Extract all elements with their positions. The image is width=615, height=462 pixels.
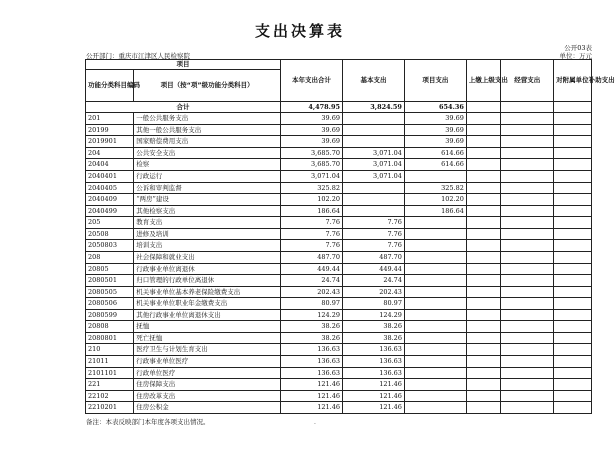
table-row [86, 402, 592, 414]
row-total: 39.69 [281, 113, 343, 125]
row-code: 2080599 [86, 309, 134, 321]
row-project [404, 379, 466, 391]
row-subsidy [554, 309, 592, 321]
row-name: 教育支出 [134, 217, 281, 229]
row-code: 2040401 [86, 171, 134, 183]
table-row [86, 228, 592, 240]
row-business [501, 263, 554, 275]
table-row [86, 379, 592, 391]
header-total: 本年支出合计 [281, 60, 343, 102]
row-project [404, 217, 466, 229]
row-code: 2101101 [86, 367, 134, 379]
table-row [86, 217, 592, 229]
total-row [86, 101, 592, 113]
row-subsidy [554, 194, 592, 206]
row-basic: 38.26 [343, 321, 405, 333]
row-upload [466, 251, 500, 263]
table-row [86, 113, 592, 125]
row-project: 186.64 [404, 205, 466, 217]
row-basic: 7.76 [343, 240, 405, 252]
row-business [501, 240, 554, 252]
row-name: 医疗卫生与计划生育支出 [134, 344, 281, 356]
total-business [501, 101, 554, 113]
row-upload [466, 298, 500, 310]
row-business [501, 217, 554, 229]
row-total: 39.69 [281, 124, 343, 136]
header-row-1 [86, 60, 592, 70]
row-subsidy [554, 298, 592, 310]
row-subsidy [554, 356, 592, 368]
row-subsidy [554, 113, 592, 125]
header-subsidy: 对附属单位补助支出 [554, 60, 592, 102]
row-code: 20805 [86, 263, 134, 275]
row-basic [343, 136, 405, 148]
row-basic: 124.29 [343, 309, 405, 321]
row-upload [466, 182, 500, 194]
expenditure-table [85, 59, 615, 414]
table-row [86, 275, 592, 287]
row-project [404, 228, 466, 240]
row-basic [343, 124, 405, 136]
row-project [404, 390, 466, 402]
row-project [404, 263, 466, 275]
row-basic: 3,071.04 [343, 171, 405, 183]
row-project: 39.69 [404, 113, 466, 125]
row-upload [466, 356, 500, 368]
row-name: 住房公积金 [134, 402, 281, 414]
row-business [501, 182, 554, 194]
row-name: 其他检察支出 [134, 205, 281, 217]
unit-label: 单位：万元 [559, 52, 592, 60]
row-name: 行政事业单位医疗 [134, 356, 281, 368]
table-row [86, 332, 592, 344]
row-upload [466, 147, 500, 159]
row-total: 487.70 [281, 251, 343, 263]
row-code: 20808 [86, 321, 134, 333]
row-upload [466, 379, 500, 391]
row-subsidy [554, 321, 592, 333]
row-subsidy [554, 240, 592, 252]
row-upload [466, 113, 500, 125]
row-upload [466, 205, 500, 217]
header-project: 项目 [86, 60, 281, 70]
row-subsidy [554, 147, 592, 159]
row-code: 221 [86, 379, 134, 391]
row-upload [466, 344, 500, 356]
row-project [404, 286, 466, 298]
total-upload [466, 101, 500, 113]
row-total: 38.26 [281, 332, 343, 344]
row-code: 2040405 [86, 182, 134, 194]
row-upload [466, 286, 500, 298]
row-project [404, 309, 466, 321]
row-code: 2080505 [86, 286, 134, 298]
row-name: “两房”建设 [134, 194, 281, 206]
row-name: 社会保障和就业支出 [134, 251, 281, 263]
row-basic: 80.97 [343, 298, 405, 310]
row-name: 进修及培训 [134, 228, 281, 240]
row-name: 行政单位医疗 [134, 367, 281, 379]
row-code: 2040409 [86, 194, 134, 206]
row-business [501, 251, 554, 263]
row-project [404, 298, 466, 310]
total-amount: 4,478.95 [281, 101, 343, 113]
row-basic: 136.63 [343, 367, 405, 379]
row-code: 2210201 [86, 402, 134, 414]
header-business: 经营支出 [501, 60, 554, 102]
row-total: 80.97 [281, 298, 343, 310]
row-project: 325.82 [404, 182, 466, 194]
row-business [501, 344, 554, 356]
row-total: 449.44 [281, 263, 343, 275]
row-name: 国家赔偿费用支出 [134, 136, 281, 148]
table-row [86, 286, 592, 298]
row-business [501, 379, 554, 391]
row-name: 一般公共服务支出 [134, 113, 281, 125]
row-project: 39.69 [404, 124, 466, 136]
row-upload [466, 228, 500, 240]
row-subsidy [554, 182, 592, 194]
row-basic: 487.70 [343, 251, 405, 263]
row-code: 2050803 [86, 240, 134, 252]
row-business [501, 159, 554, 171]
row-name: 行政事业单位离退休 [134, 263, 281, 275]
row-business [501, 309, 554, 321]
header-project-expense: 项目支出 [404, 60, 466, 102]
row-basic: 136.63 [343, 344, 405, 356]
row-upload [466, 332, 500, 344]
row-upload [466, 309, 500, 321]
row-project [404, 402, 466, 414]
row-basic: 136.63 [343, 356, 405, 368]
row-code: 20199 [86, 124, 134, 136]
row-subsidy [554, 159, 592, 171]
row-upload [466, 263, 500, 275]
row-business [501, 367, 554, 379]
row-total: 3,071.04 [281, 171, 343, 183]
row-code: 21011 [86, 356, 134, 368]
table-row [86, 124, 592, 136]
row-project [404, 275, 466, 287]
row-subsidy [554, 205, 592, 217]
table-row [86, 356, 592, 368]
table-row [86, 159, 592, 171]
row-basic: 449.44 [343, 263, 405, 275]
row-business [501, 332, 554, 344]
table-row [86, 344, 592, 356]
row-total: 202.43 [281, 286, 343, 298]
table-row [86, 298, 592, 310]
table-row [86, 194, 592, 206]
row-project: 614.66 [404, 147, 466, 159]
row-name: 机关事业单位基本养老保险缴费支出 [134, 286, 281, 298]
total-basic: 3,824.59 [343, 101, 405, 113]
row-business [501, 402, 554, 414]
row-code: 20508 [86, 228, 134, 240]
row-name: 归口管理的行政单位离退休 [134, 275, 281, 287]
row-basic: 3,071.04 [343, 159, 405, 171]
row-subsidy [554, 251, 592, 263]
row-project [404, 344, 466, 356]
table-row [86, 182, 592, 194]
department-label: 公开部门：重庆市江津区人民检察院 [86, 52, 190, 60]
row-basic: 121.46 [343, 402, 405, 414]
row-name: 住房保障支出 [134, 379, 281, 391]
row-business [501, 205, 554, 217]
row-upload [466, 136, 500, 148]
row-name: 检察 [134, 159, 281, 171]
header-code: 功能分类科目编码 [86, 70, 134, 101]
row-upload [466, 124, 500, 136]
row-name: 死亡抚恤 [134, 332, 281, 344]
row-subsidy [554, 124, 592, 136]
total-subsidy [554, 101, 592, 113]
row-code: 204 [86, 147, 134, 159]
row-project [404, 251, 466, 263]
row-name: 行政运行 [134, 171, 281, 183]
row-subsidy [554, 275, 592, 287]
row-business [501, 113, 554, 125]
row-total: 136.63 [281, 356, 343, 368]
row-code: 2040499 [86, 205, 134, 217]
row-name: 抚恤 [134, 321, 281, 333]
table-row [86, 367, 592, 379]
row-basic [343, 182, 405, 194]
row-name: 住房改革支出 [134, 390, 281, 402]
row-project [404, 367, 466, 379]
row-code: 205 [86, 217, 134, 229]
header-upload: 上缴上级支出 [466, 60, 500, 102]
row-project [404, 240, 466, 252]
row-total: 102.20 [281, 194, 343, 206]
row-upload [466, 240, 500, 252]
row-basic: 38.26 [343, 332, 405, 344]
row-basic [343, 205, 405, 217]
row-basic: 202.43 [343, 286, 405, 298]
row-name: 机关事业单位职业年金缴费支出 [134, 298, 281, 310]
table-row [86, 240, 592, 252]
row-code: 22102 [86, 390, 134, 402]
row-name: 公共安全支出 [134, 147, 281, 159]
row-business [501, 298, 554, 310]
row-total: 7.76 [281, 228, 343, 240]
row-upload [466, 171, 500, 183]
table-row [86, 390, 592, 402]
row-name: 公诉和审判监督 [134, 182, 281, 194]
row-project [404, 332, 466, 344]
row-business [501, 356, 554, 368]
row-subsidy [554, 379, 592, 391]
footnote: 备注：本表反映部门本年度各项支出情况。 [86, 418, 210, 426]
row-subsidy [554, 286, 592, 298]
row-business [501, 275, 554, 287]
header-name: 项目（按“项”级功能分类科目） [134, 70, 281, 101]
row-project: 102.20 [404, 194, 466, 206]
row-code: 2019901 [86, 136, 134, 148]
row-total: 124.29 [281, 309, 343, 321]
row-total: 7.76 [281, 240, 343, 252]
table-row [86, 263, 592, 275]
row-code: 201 [86, 113, 134, 125]
row-basic: 121.46 [343, 390, 405, 402]
row-subsidy [554, 390, 592, 402]
row-total: 24.74 [281, 275, 343, 287]
row-basic [343, 194, 405, 206]
row-basic: 121.46 [343, 379, 405, 391]
row-basic: 24.74 [343, 275, 405, 287]
table-row [86, 321, 592, 333]
row-subsidy [554, 136, 592, 148]
row-upload [466, 275, 500, 287]
header-basic: 基本支出 [343, 60, 405, 102]
row-total: 39.69 [281, 136, 343, 148]
row-project [404, 171, 466, 183]
row-business [501, 390, 554, 402]
row-total: 121.46 [281, 379, 343, 391]
row-project: 614.66 [404, 159, 466, 171]
row-upload [466, 402, 500, 414]
row-total: 3,685.70 [281, 147, 343, 159]
row-code: 2080501 [86, 275, 134, 287]
row-subsidy [554, 171, 592, 183]
row-total: 121.46 [281, 390, 343, 402]
row-subsidy [554, 263, 592, 275]
row-total: 7.76 [281, 217, 343, 229]
row-total: 121.46 [281, 402, 343, 414]
row-upload [466, 390, 500, 402]
row-code: 20404 [86, 159, 134, 171]
form-number: 公开03表 [564, 44, 592, 52]
row-subsidy [554, 402, 592, 414]
table-row [86, 136, 592, 148]
row-business [501, 194, 554, 206]
row-total: 325.82 [281, 182, 343, 194]
row-total: 3,685.70 [281, 159, 343, 171]
row-project [404, 356, 466, 368]
row-business [501, 147, 554, 159]
stray-dot: . [314, 419, 316, 426]
row-total: 38.26 [281, 321, 343, 333]
row-subsidy [554, 367, 592, 379]
row-code: 208 [86, 251, 134, 263]
table-row [86, 205, 592, 217]
row-project: 39.69 [404, 136, 466, 148]
row-total: 186.64 [281, 205, 343, 217]
row-code: 2080506 [86, 298, 134, 310]
row-basic [343, 113, 405, 125]
row-upload [466, 159, 500, 171]
table-row [86, 171, 592, 183]
total-project: 654.36 [404, 101, 466, 113]
row-name: 培训支出 [134, 240, 281, 252]
row-business [501, 228, 554, 240]
row-basic: 3,071.04 [343, 147, 405, 159]
row-business [501, 286, 554, 298]
row-subsidy [554, 217, 592, 229]
row-total: 136.63 [281, 344, 343, 356]
row-business [501, 124, 554, 136]
table-row [86, 309, 592, 321]
row-code: 2080801 [86, 332, 134, 344]
row-basic: 7.76 [343, 217, 405, 229]
row-subsidy [554, 332, 592, 344]
row-business [501, 321, 554, 333]
row-name: 其他一般公共服务支出 [134, 124, 281, 136]
row-upload [466, 217, 500, 229]
row-total: 136.63 [281, 367, 343, 379]
row-name: 其他行政事业单位离退休支出 [134, 309, 281, 321]
row-subsidy [554, 228, 592, 240]
row-project [404, 321, 466, 333]
row-code: 210 [86, 344, 134, 356]
table-row [86, 147, 592, 159]
total-label: 合计 [86, 101, 281, 113]
table-row [86, 251, 592, 263]
row-upload [466, 321, 500, 333]
row-upload [466, 194, 500, 206]
row-business [501, 171, 554, 183]
row-upload [466, 367, 500, 379]
page-title: 支出决算表 [254, 22, 345, 40]
row-basic: 7.76 [343, 228, 405, 240]
row-subsidy [554, 344, 592, 356]
row-business [501, 136, 554, 148]
